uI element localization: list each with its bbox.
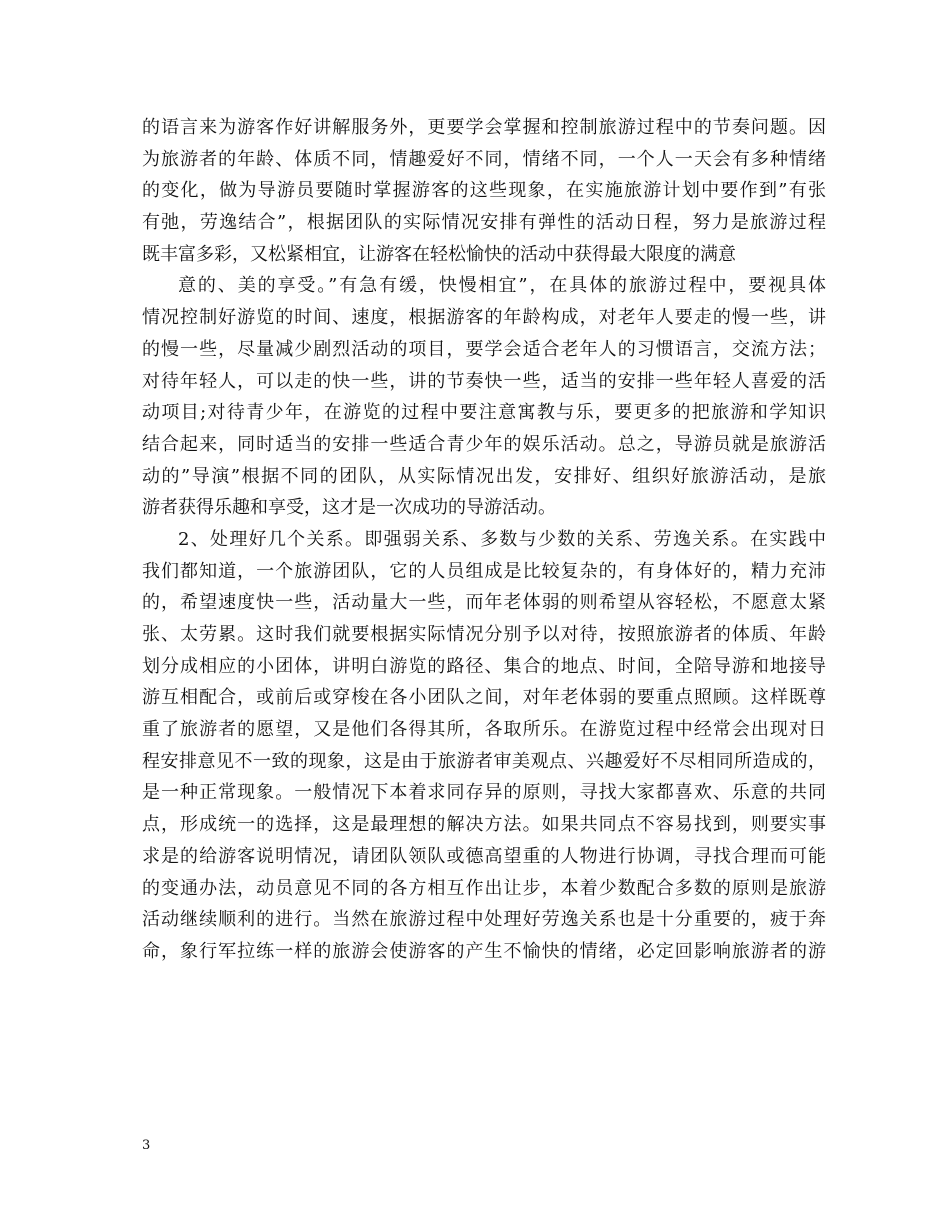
- text-line: 2、处理好几个关系。即强弱关系、多数与少数的关系、劳逸关系。在实践中: [178, 528, 826, 550]
- text-line: 游者获得乐趣和享受，这才是一次成功的导游活动。: [142, 497, 556, 519]
- paragraph-1: [142, 112, 826, 270]
- text-line: 游互相配合，或前后或穿梭在各小团队之间，对年老体弱的要重点照顾。这样既尊: [142, 687, 826, 709]
- text-line: 张、太劳累。这时我们就要根据实际情况分别予以对待，按照旅游者的体质、年龄: [142, 624, 826, 645]
- text-line: 的变化，做为导游员要随时掌握游客的这些现象，在实施旅游计划中要作到”有张: [142, 180, 826, 202]
- text-line: 的变通办法，动员意见不同的各方相互作出让步，本着少数配合多数的原则是旅游: [142, 877, 826, 899]
- page-number: 3: [142, 1138, 151, 1153]
- text-line: 意的、美的享受。”有急有缓，快慢相宜”，在具体的旅游过程中，要视具体: [178, 275, 826, 297]
- text-line: 的，希望速度快一些，活动量大一些，而年老体弱的则希望从容轻松，不愿意太紧: [142, 592, 826, 614]
- paragraph-2: [142, 270, 826, 524]
- text-line: 的慢一些，尽量减少剧烈活动的项目，要学会适合老年人的习惯语言，交流方法；: [142, 338, 826, 360]
- text-line: 动项目;对待青少年，在游览的过程中要注意寓教与乐，要更多的把旅游和学知识: [142, 402, 826, 424]
- text-line: 重了旅游者的愿望，又是他们各得其所，各取所乐。在游览过程中经常会出现对日: [142, 719, 826, 741]
- text-line: 的语言来为游客作好讲解服务外，更要学会掌握和控制旅游过程中的节奏问题。因: [142, 117, 826, 138]
- text-line: 有弛，劳逸结合”，根据团队的实际情况安排有弹性的活动日程，努力是旅游过程: [142, 212, 826, 234]
- text-line: 情况控制好游览的时间、速度，根据游客的年龄构成，对老年人要走的慢一些，讲: [142, 307, 826, 329]
- text-line: 命，象行军拉练一样的旅游会使游客的产生不愉快的情绪，必定回影响旅游者的游: [142, 940, 826, 962]
- text-line: 划分成相应的小团体，讲明白游览的路径、集合的地点、时间，全陪导游和地接导: [142, 655, 826, 677]
- text-line: 程安排意见不一致的现象，这是由于旅游者审美观点、兴趣爱好不尽相同所造成的，: [142, 750, 826, 772]
- text-line: 是一种正常现象。一般情况下本着求同存异的原则，寻找大家都喜欢、乐意的共同: [142, 782, 826, 804]
- text-line: 结合起来，同时适当的安排一些适合青少年的娱乐活动。总之，导游员就是旅游活: [142, 433, 826, 455]
- text-line: 我们都知道，一个旅游团队，它的人员组成是比较复杂的，有身体好的，精力充沛: [142, 560, 826, 582]
- text-line: 活动继续顺利的进行。当然在旅游过程中处理好劳逸关系也是十分重要的，疲于奔: [142, 909, 826, 931]
- text-line: 求是的给游客说明情况，请团队领队或德高望重的人物进行协调，寻找合理而可能: [142, 845, 826, 867]
- text-line: 动的”导演”根据不同的团队，从实际情况出发，安排好、组织好旅游活动，是旅: [142, 465, 826, 487]
- paragraph-3: [142, 524, 826, 968]
- text-line: 既丰富多彩，又松紧相宜，让游客在轻松愉快的活动中获得最大限度的满意: [142, 243, 736, 265]
- text-line: 为旅游者的年龄、体质不同，情趣爱好不同，情绪不同，一个人一天会有多种情绪: [142, 148, 826, 170]
- body-text: [142, 112, 826, 968]
- text-line: 点，形成统一的选择，这是最理想的解决方法。如果共同点不容易找到，则要实事: [142, 814, 826, 836]
- text-line: 对待年轻人，可以走的快一些，讲的节奏快一些，适当的安排一些年轻人喜爱的活: [142, 370, 826, 392]
